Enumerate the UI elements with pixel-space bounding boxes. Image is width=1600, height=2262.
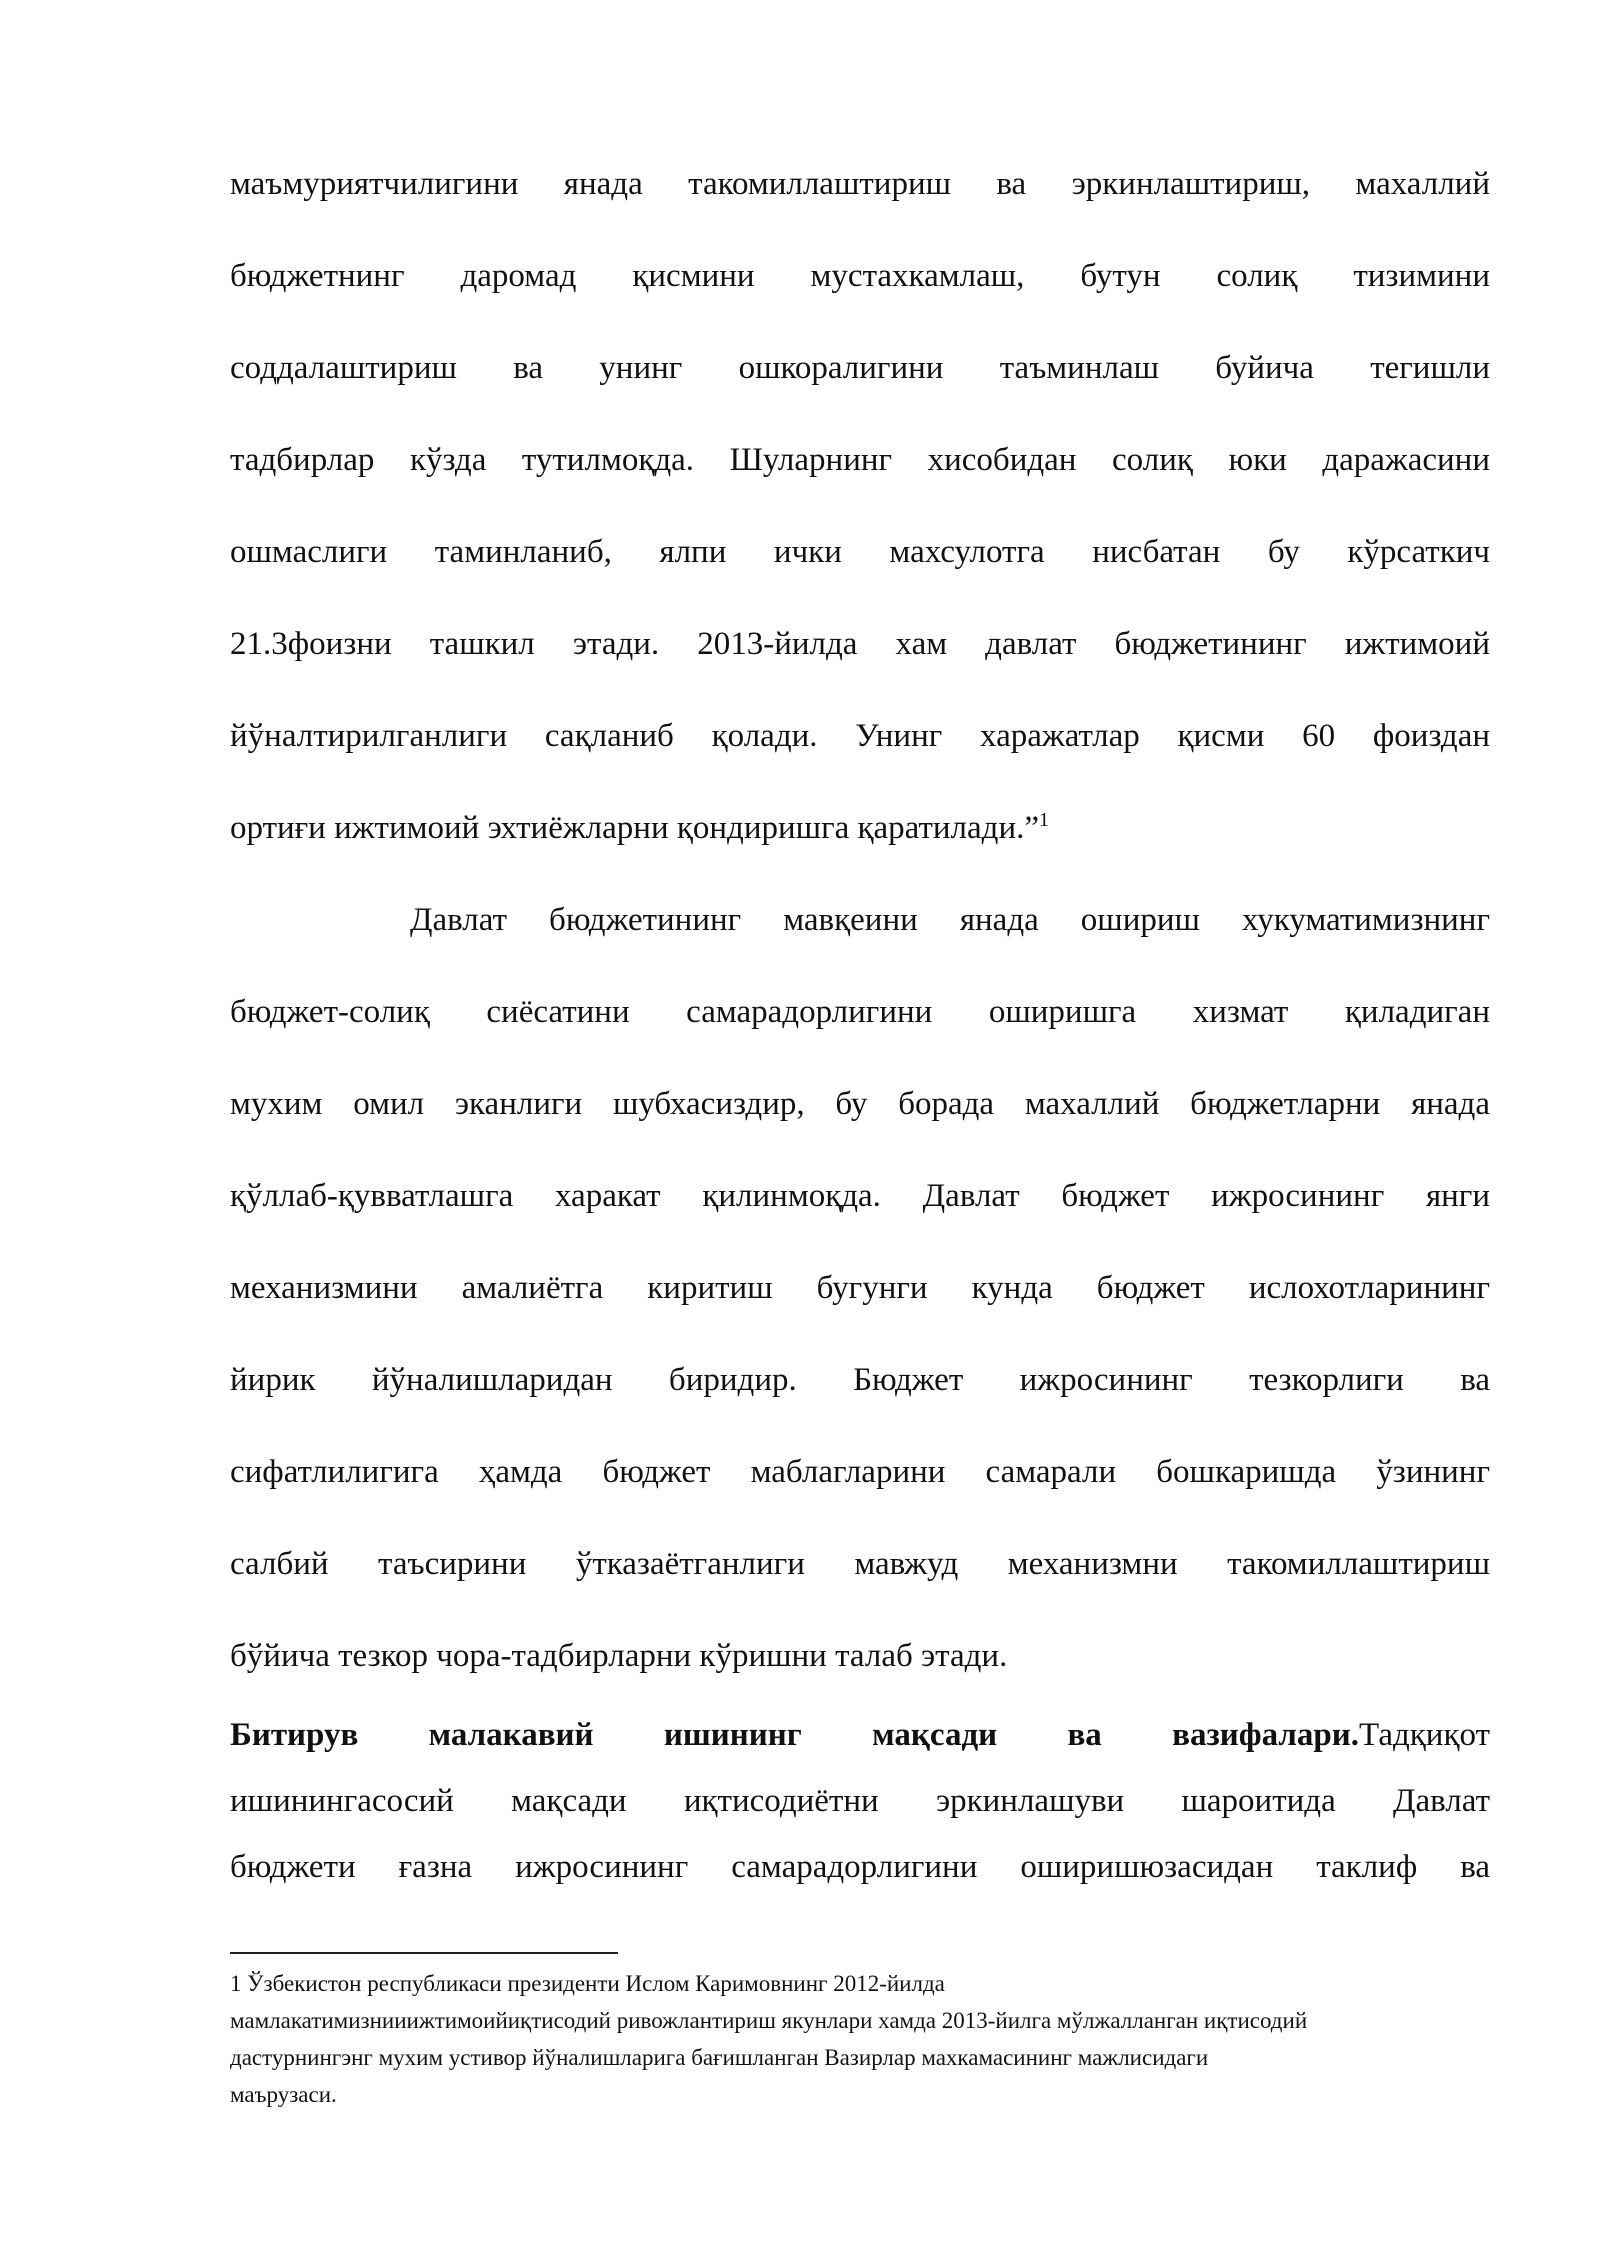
footnote-reference[interactable]: 1 [1039,809,1050,831]
footnote-line: 1 Ўзбекистон республикаси президенти Ислом Каримовнинг 2012-йилда [230,1971,945,1996]
main-text [230,138,1490,1702]
section-goals [230,1702,1490,1900]
text-line: мухим омил эканлиги шубхасиздир, бу борада махаллий бюджетларни янада [230,1086,1490,1122]
text-line: йирик йўналишларидан биридир. Бюджет ижросининг тезкорлиги ва [230,1362,1490,1398]
text-line: ортиғи ижтимоий эхтиёжларни қондиришга қаратилади.” [230,810,1040,846]
text-line: соддалаштириш ва унинг ошкоралигини таъминлаш буйича тегишли [230,350,1490,386]
footnote-line: дастурнингэнг мухим устивор йўналишларига бағишланган Вазирлар махкамасининг мажлисидаги [230,2045,1209,2070]
text-line: қўллаб-қувватлашга харакат қилинмоқда. Давлат бюджет ижросининг янги [230,1178,1490,1214]
text-line-with-footnote [230,782,1490,874]
text-line: механизмини амалиётга киритиш бугунги кунда бюджет ислохотларининг [230,1270,1490,1306]
paragraph-2 [230,874,1490,1702]
text-line: ишинингасосий мақсади иқтисодиётни эркинлашуви шароитида Давлат [230,1783,1490,1819]
text-line: ошмаслиги таминланиб, ялпи ички махсулотга нисбатан бу кўрсаткич [230,534,1490,570]
footnote-separator [230,1952,618,1954]
section-heading: Битирув малакавий ишининг мақсади ва вазифалари. [230,1717,1359,1753]
paragraph-1 [230,138,1490,874]
text-line: тадбирлар кўзда тутилмоқда. Шуларнинг хисобидан солиқ юки даражасини [230,442,1490,478]
text-line: бюджет-солиқ сиёсатини самарадорлигини оширишга хизмат қиладиган [230,994,1490,1030]
footnote-line: мамлакатимизнииижтимоийиқтисодий ривожлантириш якунлари хамда 2013-йилга мўлжалланган иқтисодий [230,2008,1308,2033]
section-heading-line [230,1702,1490,1768]
text-line: бюджети ғазна ижросининг самарадорлигини оширишюзасидан таклиф ва [230,1849,1490,1885]
text-line: Давлат бюджетининг мавқеини янада ошириш хукуматимизнинг [410,902,1490,938]
text-line: йўналтирилганлиги сақланиб қолади. Унинг харажатлар қисми 60 фоиздан [230,718,1490,754]
text-line: бўйича тезкор чора-тадбирларни кўришни талаб этади. [230,1638,1008,1674]
text-line: Тадқиқот [1359,1717,1490,1753]
text-line: салбий таъсирини ўтказаётганлиги мавжуд механизмни такомиллаштириш [230,1546,1490,1582]
footnote [230,1965,1530,2113]
text-line: сифатлилигига ҳамда бюджет маблагларини самарали бошкаришда ўзининг [230,1454,1490,1490]
text-line: бюджетнинг даромад қисмини мустахкамлаш, бутун солиқ тизимини [230,258,1490,294]
footnote-line: маърузаси. [230,2082,337,2107]
text-line: 21.3фоизни ташкил этади. 2013-йилда хам давлат бюджетининг ижтимоий [230,626,1490,662]
text-line: маъмуриятчилигини янада такомиллаштириш ва эркинлаштириш, махаллий [230,166,1490,202]
